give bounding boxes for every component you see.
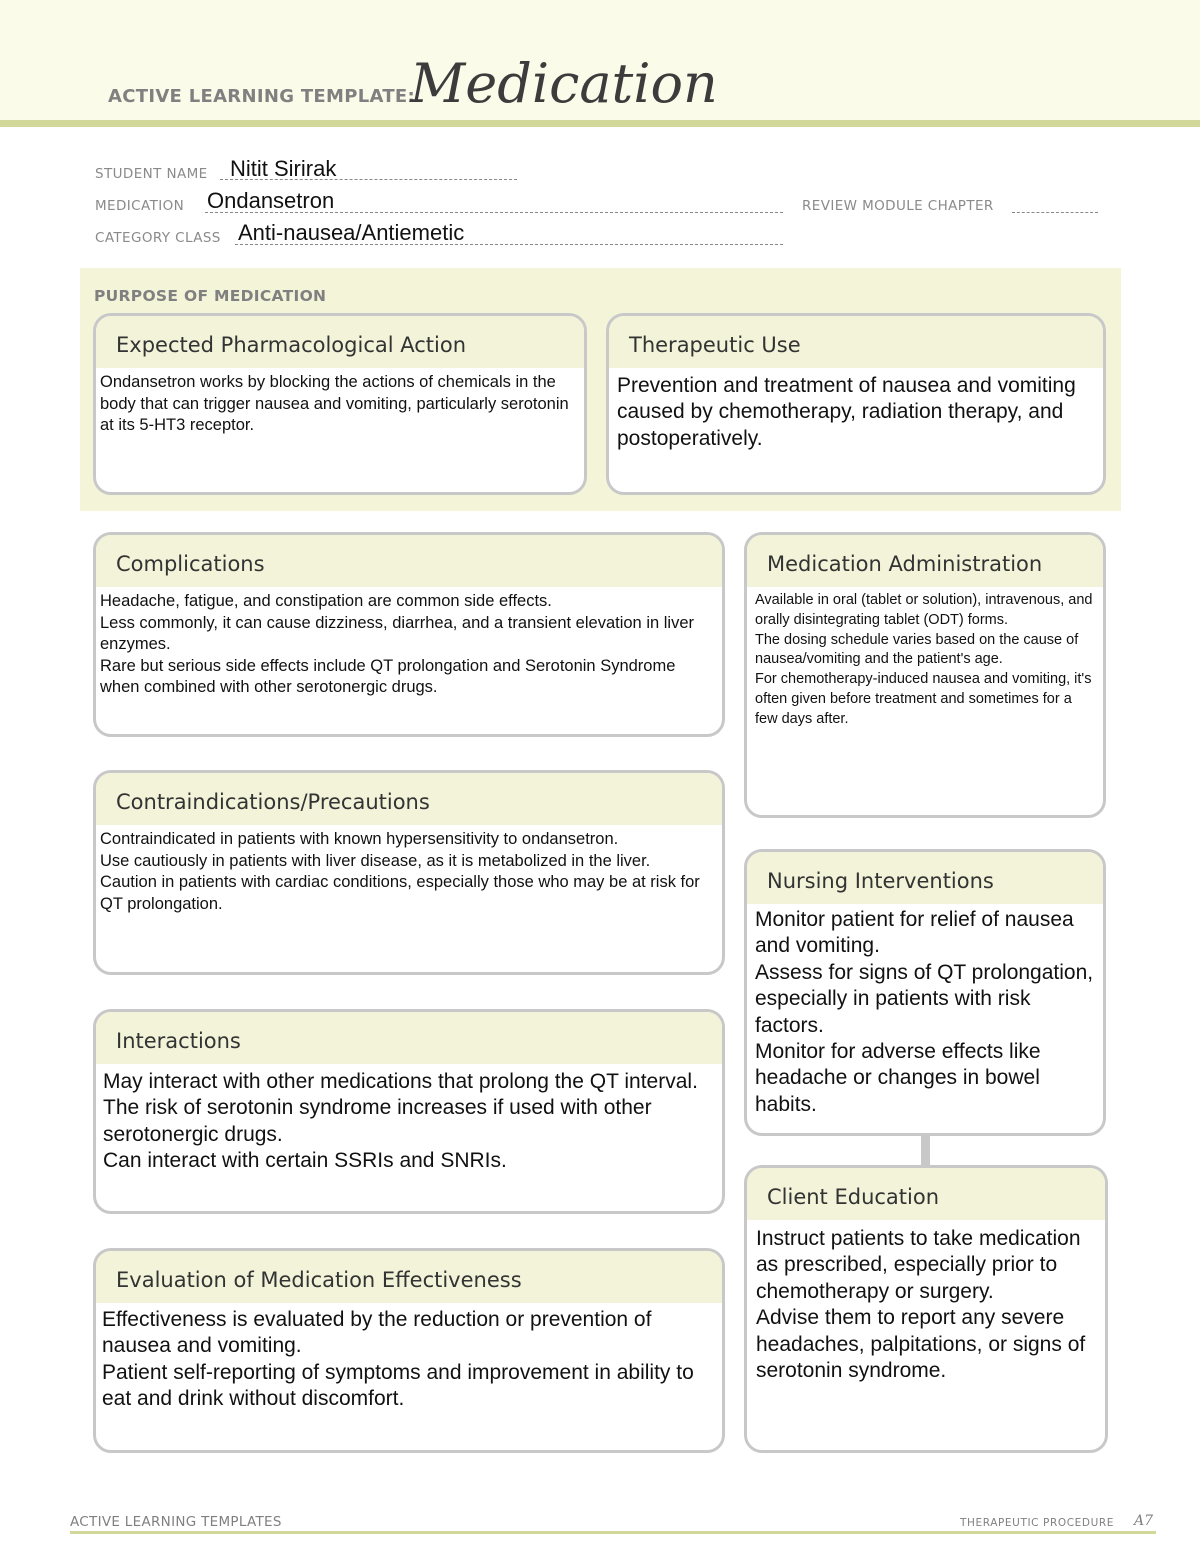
contraindications-body[interactable] — [96, 825, 722, 915]
medication-administration-box — [744, 532, 1106, 818]
complications-line: Rare but serious side effects include QT prolongation and Serotonin Syndrome when combined with other serotonergic drugs. — [100, 656, 676, 697]
student-name-label: STUDENT NAME — [95, 166, 208, 182]
category-class-label: CATEGORY CLASS — [95, 230, 221, 246]
medication-label: MEDICATION — [95, 198, 185, 214]
header-rule — [0, 120, 1200, 127]
medication-administration-title: Medication Administration — [747, 535, 1103, 587]
complications-line: Less commonly, it can cause dizziness, diarrhea, and a transient elevation in liver enzymes. — [100, 613, 694, 654]
expected-action-title: Expected Pharmacological Action — [96, 316, 584, 368]
interactions-title: Interactions — [96, 1012, 722, 1064]
client-education-line: Instruct patients to take medication as prescribed, especially prior to chemotherapy or surgery. — [756, 1227, 1081, 1303]
contraindications-line: Caution in patients with cardiac conditions, especially those who may be at risk for QT prolongation. — [100, 873, 700, 913]
medication-administration-body[interactable] — [747, 587, 1103, 730]
nursing-interventions-body[interactable] — [747, 904, 1103, 1118]
expected-action-body[interactable] — [96, 368, 584, 437]
therapeutic-use-box — [606, 313, 1106, 495]
complications-body[interactable] — [96, 587, 722, 699]
expected-action-box — [93, 313, 587, 495]
complications-line: Headache, fatigue, and constipation are common side effects. — [100, 592, 552, 610]
evaluation-line: Patient self-reporting of symptoms and improvement in ability to eat and drink without discomfort. — [102, 1360, 694, 1411]
category-class-field[interactable]: Anti-nausea/Antiemetic — [238, 220, 465, 245]
footer-left-label: ACTIVE LEARNING TEMPLATES — [70, 1514, 282, 1530]
therapeutic-use-title: Therapeutic Use — [609, 316, 1103, 368]
client-education-body[interactable] — [747, 1220, 1105, 1384]
template-label: ACTIVE LEARNING TEMPLATE: — [108, 86, 415, 107]
nursing-interventions-line: Monitor patient for relief of nausea and vomiting. — [755, 908, 1074, 958]
evaluation-box — [93, 1248, 725, 1453]
review-module-line — [1012, 212, 1098, 213]
nursing-interventions-title: Nursing Interventions — [747, 852, 1103, 904]
contraindications-title: Contraindications/Precautions — [96, 773, 722, 825]
medication-administration-line: For chemotherapy-induced nausea and vomiting, it's often given before treatment and sometimes for a few days after. — [755, 671, 1092, 727]
interactions-body[interactable] — [96, 1064, 722, 1175]
footer-right-label: THERAPEUTIC PROCEDURE — [960, 1517, 1114, 1529]
interactions-line: May interact with other medications that prolong the QT interval. — [103, 1070, 698, 1093]
medication-field[interactable]: Ondansetron — [207, 188, 335, 213]
evaluation-line: Effectiveness is evaluated by the reduction or prevention of nausea and vomiting. — [102, 1308, 652, 1358]
footer-rule — [70, 1531, 1156, 1534]
nursing-interventions-line: Monitor for adverse effects like headache or changes in bowel habits. — [755, 1040, 1041, 1116]
nursing-interventions-box — [744, 849, 1106, 1136]
student-name-field[interactable]: Nitit Sirirak — [230, 156, 337, 181]
review-module-label: REVIEW MODULE CHAPTER — [802, 198, 994, 214]
interactions-line: Can interact with certain SSRIs and SNRIs. — [103, 1149, 507, 1173]
therapeutic-use-line: Prevention and treatment of nausea and vomiting caused by chemotherapy, radiation therapy, and postoperatively. — [617, 374, 1076, 450]
page-title: Medication — [410, 52, 718, 115]
therapeutic-use-body[interactable] — [609, 368, 1103, 452]
contraindications-line: Use cautiously in patients with liver disease, as it is metabolized in the liver. — [100, 851, 651, 870]
medication-administration-line: Available in oral (tablet or solution), intravenous, and orally disintegrating tablet (ODT) forms. — [755, 592, 1093, 628]
nursing-interventions-line: Assess for signs of QT prolongation, especially in patients with risk factors. — [755, 960, 1094, 1037]
interactions-box — [93, 1009, 725, 1214]
complications-box — [93, 532, 725, 737]
box-connector — [921, 1134, 930, 1166]
expected-action-line: Ondansetron works by blocking the actions of chemicals in the body that can trigger nausea and vomiting, particularly serotonin at its 5-HT3 receptor. — [100, 373, 569, 435]
purpose-label: PURPOSE OF MEDICATION — [94, 287, 327, 305]
contraindications-line: Contraindicated in patients with known hypersensitivity to ondansetron. — [100, 830, 619, 848]
interactions-line: The risk of serotonin syndrome increases if used with other serotonergic drugs. — [103, 1096, 652, 1146]
client-education-line: Advise them to report any severe headaches, palpitations, or signs of serotonin syndrome. — [756, 1306, 1086, 1383]
client-education-box — [744, 1165, 1108, 1453]
evaluation-title: Evaluation of Medication Effectiveness — [96, 1251, 722, 1303]
client-education-title: Client Education — [747, 1168, 1105, 1220]
contraindications-box — [93, 770, 725, 975]
medication-administration-line: The dosing schedule varies based on the cause of nausea/vomiting and the patient's age. — [755, 631, 1079, 668]
evaluation-body[interactable] — [96, 1303, 722, 1413]
page-number: A7 — [1134, 1513, 1154, 1529]
complications-title: Complications — [96, 535, 722, 587]
